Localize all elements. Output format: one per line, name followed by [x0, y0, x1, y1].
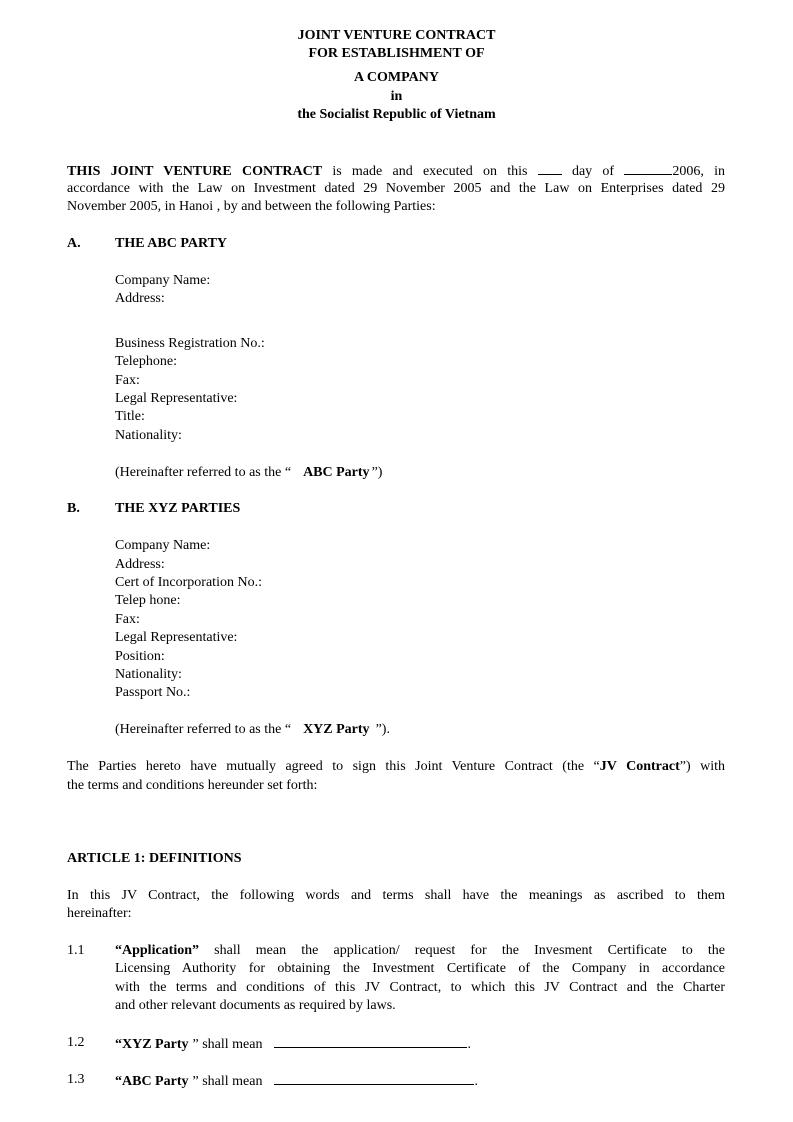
party-b-company-name: Company Name: — [115, 538, 211, 553]
def-1-1-text: shall mean the application/ request for the Invesment Certificate to the — [199, 943, 725, 958]
agreement-text-b: ”) with — [679, 759, 725, 774]
def-1-1-line-4: and other relevant documents as required by laws. — [115, 998, 396, 1013]
intro-line-2: accordance with the Law on Investment dated 29 November 2005 and the Law on Enterprises dated 29 — [67, 181, 725, 196]
title-line-3: A COMPANY — [354, 70, 439, 85]
party-a-company-name: Company Name: — [115, 273, 211, 288]
title-line-1: JOINT VENTURE CONTRACT — [297, 28, 496, 43]
agreement-text-a: The Parties hereto have mutually agreed to sign this Joint Venture Contract (the “ — [67, 759, 600, 774]
party-b-nationality: Nationality: — [115, 667, 182, 682]
def-1-3-end: . — [474, 1074, 478, 1089]
agreement-jv-contract: JV Contract — [599, 759, 680, 774]
party-b-telephone: Telep hone: — [115, 593, 181, 608]
def-1-2-end: . — [467, 1037, 471, 1052]
party-b-passport: Passport No.: — [115, 685, 191, 700]
party-a-ref-name: ABC Party — [303, 465, 370, 480]
intro-text-b: day of — [561, 164, 625, 179]
def-1-1-term: “Application” — [115, 943, 200, 958]
party-a-title: Title: — [115, 409, 145, 424]
title-line-5: the Socialist Republic of Vietnam — [297, 107, 496, 122]
def-1-3-line — [115, 1071, 478, 1091]
def-1-2-number: 1.2 — [67, 1035, 85, 1050]
party-a-heading: THE ABC PARTY — [115, 236, 228, 251]
agreement-line-1 — [67, 758, 725, 777]
party-a-legal-rep: Legal Representative: — [115, 391, 238, 406]
def-1-1-line-2: Licensing Authority for obtaining the Investment Certificate of the Company in accordance — [115, 961, 725, 976]
intro-text-a: is made and executed on this — [322, 164, 538, 179]
def-1-2-text: ” shall mean — [192, 1037, 263, 1052]
def-1-3-number: 1.3 — [67, 1072, 85, 1087]
def-1-2-line — [115, 1034, 471, 1054]
def-1-2-blank[interactable] — [274, 1034, 467, 1048]
intro-line-1 — [67, 161, 725, 182]
party-b-address: Address: — [115, 557, 165, 572]
article-1-heading: ARTICLE 1: DEFINITIONS — [67, 851, 242, 866]
def-1-3-term: “ABC Party — [115, 1074, 189, 1089]
party-a-nationality: Nationality: — [115, 428, 182, 443]
day-blank[interactable] — [538, 161, 562, 175]
party-a-address: Address: — [115, 291, 165, 306]
party-b-ref-name: XYZ Party — [303, 722, 370, 737]
party-a-telephone: Telephone: — [115, 354, 177, 369]
intro-bold-lead: THIS JOINT VENTURE CONTRACT — [67, 164, 323, 179]
article-1-intro-line-2: hereinafter: — [67, 906, 132, 921]
intro-text-c: 2006, in — [672, 164, 725, 179]
party-a-ref-prefix: (Hereinafter referred to as the “ — [115, 465, 292, 480]
title-line-2: FOR ESTABLISHMENT OF — [308, 46, 485, 61]
party-b-reference — [115, 721, 390, 739]
party-a-ref-suffix: ”) — [371, 465, 383, 480]
party-b-position: Position: — [115, 649, 165, 664]
def-1-1-line-3: with the terms and conditions of this JV Contract, to which this JV Contract and the Charter — [115, 980, 725, 995]
def-1-1-number: 1.1 — [67, 943, 85, 958]
agreement-line-2: the terms and conditions hereunder set forth: — [67, 778, 318, 793]
def-1-2-term: “XYZ Party — [115, 1037, 189, 1052]
party-b-heading: THE XYZ PARTIES — [115, 501, 241, 516]
party-b-fax: Fax: — [115, 612, 140, 627]
party-a-reference — [115, 464, 382, 482]
def-1-3-blank[interactable] — [274, 1071, 474, 1085]
party-b-letter: B. — [67, 501, 80, 516]
party-b-ref-suffix: ”). — [375, 722, 390, 737]
month-blank[interactable] — [624, 161, 672, 175]
title-line-4: in — [390, 89, 403, 104]
party-b-legal-rep: Legal Representative: — [115, 630, 238, 645]
party-b-ref-prefix: (Hereinafter referred to as the “ — [115, 722, 292, 737]
intro-line-3: November 2005, in Hanoi , by and between the following Parties: — [67, 199, 436, 214]
party-a-letter: A. — [67, 236, 81, 251]
party-a-business-reg: Business Registration No.: — [115, 336, 265, 351]
def-1-3-text: ” shall mean — [192, 1074, 263, 1089]
def-1-1-line-1 — [115, 942, 725, 960]
party-a-fax: Fax: — [115, 373, 140, 388]
article-1-intro-line-1: In this JV Contract, the following words and terms shall have the meanings as ascribed to them — [67, 888, 725, 903]
party-b-cert-incorporation: Cert of Incorporation No.: — [115, 575, 262, 590]
